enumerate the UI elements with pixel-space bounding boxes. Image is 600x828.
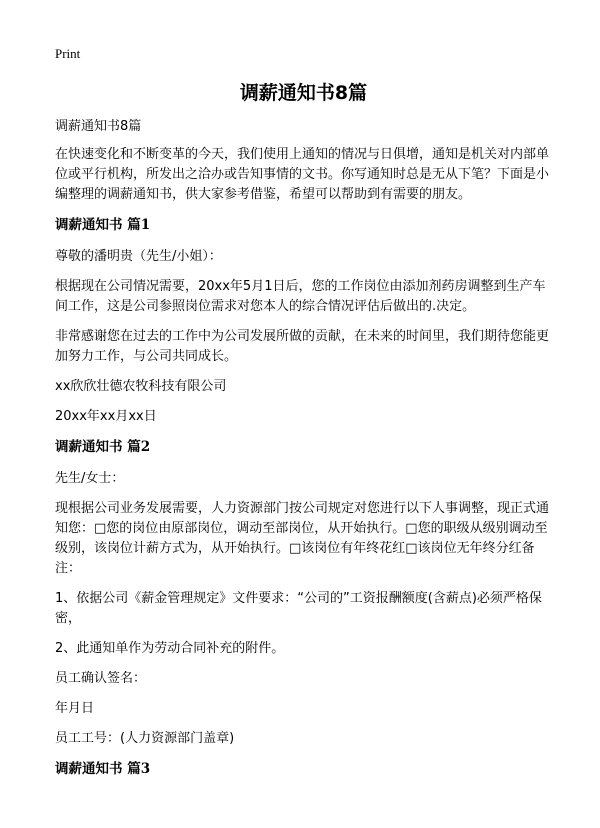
note-item: 2、此通知单作为劳动合同补充的附件。 xyxy=(55,641,285,656)
section-3 xyxy=(55,759,552,779)
intro-paragraph: 在快速变化和不断变革的今天，我们使用上通知的情况与日俱增，通知是机关对内部单位或平行机构，所发出之洽办或告知事情的文书。你写通知时总是无从下笔？下面是小编整理的调薪通知书，供大家参考借鉴，希望可以帮助到有需要的朋友。 xyxy=(55,147,550,202)
body-paragraph: 非常感谢您在过去的工作中为公司发展所做的贡献，在未来的时间里，我们期待您能更加努力工作，与公司共同成长。 xyxy=(55,329,550,364)
date-line: 20xx年xx月xx日 xyxy=(55,409,157,424)
section-heading: 调薪通知书 篇1 xyxy=(55,217,151,233)
section-1 xyxy=(55,215,552,427)
company-name: xx欣欣壮德农牧科技有限公司 xyxy=(55,379,227,394)
salutation: 先生/女士： xyxy=(55,471,125,486)
document-title: 调薪通知书8篇 xyxy=(239,82,368,104)
section-heading: 调薪通知书 篇2 xyxy=(55,439,151,455)
note-item: 1、依据公司《薪金管理规定》文件要求：“公司的”工资报酬额度(含薪点)必须严格保密， xyxy=(55,591,542,626)
section-heading: 调薪通知书 篇3 xyxy=(55,761,151,777)
body-paragraph: 现根据公司业务发展需要，人力资源部门按公司规定对您进行以下人事调整，现正式通知您：□您的岗位由原部岗位，调动至部岗位，从开始执行。□您的职级从级别调动至级别，该岗位计薪方式为，从开始执行。□该岗位有年终花红□该岗位无年终分红备注： xyxy=(55,501,550,576)
salutation: 尊敬的潘明贵（先生/小姐）： xyxy=(55,249,222,264)
employee-id-line: 员工工号：(人力资源部门盖章) xyxy=(55,731,235,746)
body-paragraph: 根据现在公司情况需要，20xx年5月1日后，您的工作岗位由添加剂药房调整到生产车间工作，这是公司参照岗位需求对您本人的综合情况评估后做出的.决定。 xyxy=(55,279,546,314)
document-subtitle: 调薪通知书8篇 xyxy=(55,119,142,134)
print-link[interactable]: Print xyxy=(55,46,81,61)
signature-line: 员工确认签名： xyxy=(55,671,147,686)
section-2 xyxy=(55,437,552,749)
date-line: 年月日 xyxy=(55,701,95,716)
